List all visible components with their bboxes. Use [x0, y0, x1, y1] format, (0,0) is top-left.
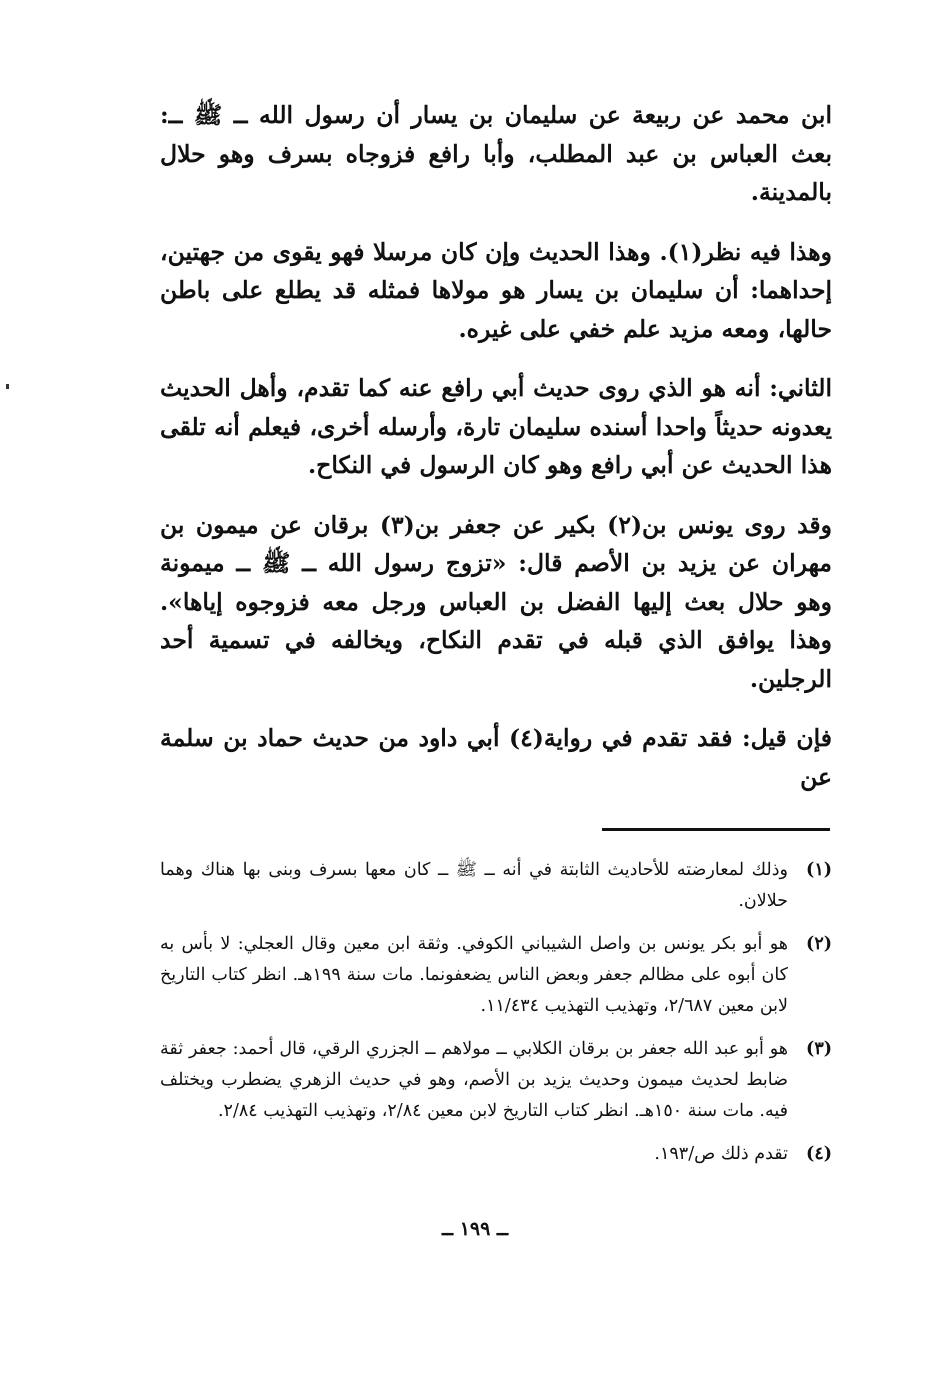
footnote-number: (٣) [806, 1039, 832, 1059]
body-paragraph-4: وقد روى يونس بن(٢) بكير عن جعفر بن(٣) برقان عن ميمون بن مهران عن يزيد بن الأصم قال: «تزوج رسول الله ــ ﷺ ــ ميمونة وهو حلال بعث إليها الفضل بن العباس ورجل معه فزوجوه إياها». وهذا يوافق الذي قبله في تقدم النكاح، ويخالفه في تسمية أحد الرجلين. [160, 510, 832, 693]
footnote-separator [602, 828, 830, 831]
body-paragraph-1: ابن محمد عن ربيعة عن سليمان بن يسار أن رسول الله ــ ﷺ ــ: بعث العباس بن عبد المطلب، وأبا رافع فزوجاه بسرف وهو حلال بالمدينة. [160, 101, 832, 206]
footnote-text: هو أبو بكر يونس بن واصل الشيباني الكوفي. وثقة ابن معين وقال العجلي: لا بأس به كان أبوه على مظالم جعفر وبعض الناس يضعفونما. مات سنة ١٩٩هـ. انظر كتاب التاريخ لابن معين ٢/٦٨٧، وتهذيب التهذيب ١١/٤٣٤. [160, 934, 789, 1016]
body-paragraph-2: وهذا فيه نظر(١). وهذا الحديث وإن كان مرسلا فهو يقوى من جهتين، إحداهما: أن سليمان بن يسار هو مولاها فمثله قد يطلع على باطن حالها، ومعه مزيد علم خفي على غيره. [160, 237, 832, 343]
footnote-text: هو أبو عبد الله جعفر بن برقان الكلابي ــ مولاهم ــ الجزري الرقي، قال أحمد: جعفر ثقة ضابط لحديث ميمون وحديث يزيد بن الأصم، وهو في حديث الزهري يضطرب ويختلف فيه. مات سنة ١٥٠هـ. انظر كتاب التاريخ لابن معين ٢/٨٤، وتهذيب التهذيب ٢/٨٤. [160, 1039, 788, 1121]
page-number: ــ ١٩٩ ــ [441, 1218, 509, 1240]
body-paragraph-5: فإن قيل: فقد تقدم في رواية(٤) أبي داود من حديث حماد بن سلمة عن [160, 724, 832, 791]
footnote-text: وذلك لمعارضته للأحاديث الثابتة في أنه ــ ﷺ ــ كان معها بسرف وبنى بها هناك وهما حلالان. [160, 860, 788, 911]
footnote-number: (٤) [806, 1144, 832, 1164]
footnotes-section [160, 855, 832, 1170]
footnote-4 [160, 1139, 832, 1170]
footnote-3 [160, 1034, 832, 1127]
footnote-number: (٢) [806, 934, 832, 954]
footnote-text: تقدم ذلك ص/١٩٣. [654, 1144, 788, 1164]
scan-edge-mark [6, 384, 9, 389]
footnote-number: (١) [806, 860, 832, 880]
footnote-2 [160, 929, 832, 1022]
body-paragraph-3: الثاني: أنه هو الذي روى حديث أبي رافع عنه كما تقدم، وأهل الحديث يعدونه حديثاً واحدا أسنده سليمان تارة، وأرسله أخرى، فيعلم أنه تلقى هذا الحديث عن أبي رافع وهو كان الرسول في النكاح. [160, 374, 832, 479]
page-body [160, 96, 832, 1182]
footnote-1 [160, 855, 832, 917]
